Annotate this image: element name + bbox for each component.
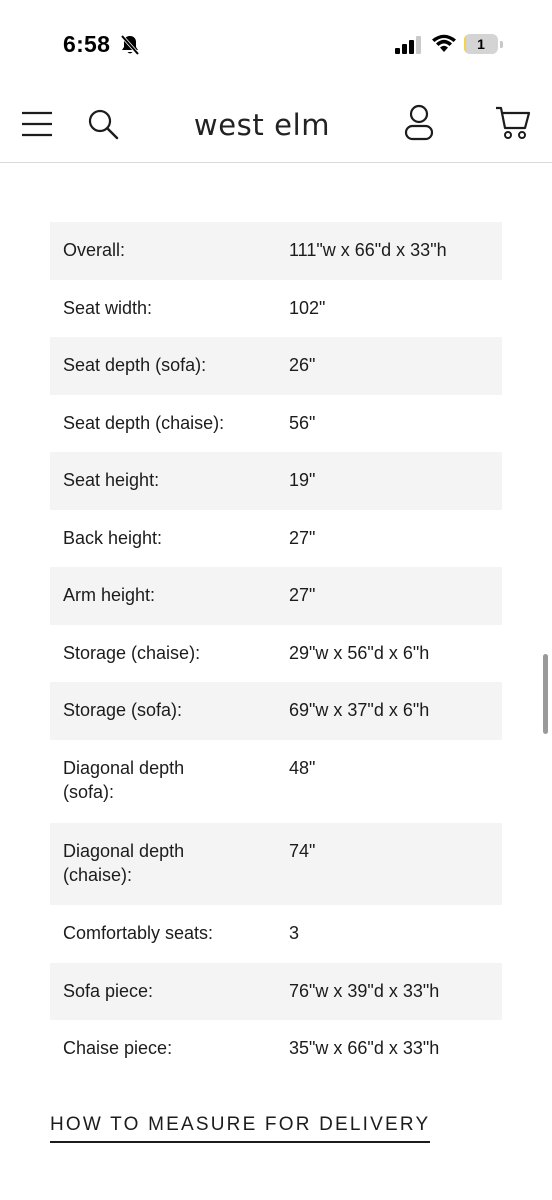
spec-label: Diagonal depth (sofa): [63, 758, 185, 802]
wifi-icon [431, 33, 457, 53]
spec-value: 27" [289, 528, 316, 548]
spec-value: 19" [289, 470, 316, 490]
spec-label: Chaise piece: [63, 1038, 173, 1058]
spec-row [50, 452, 502, 510]
how-to-measure-link[interactable]: HOW TO MEASURE FOR DELIVERY [50, 1113, 430, 1143]
spec-value: 3 [289, 923, 300, 943]
battery-level: 1 [477, 36, 485, 52]
spec-value: 74" [289, 841, 316, 861]
spec-label: Seat depth (sofa): [63, 355, 207, 375]
bell-slash-icon [120, 34, 140, 56]
spec-row [50, 337, 502, 395]
spec-row [50, 395, 502, 452]
site-logo[interactable]: west elm [193, 108, 331, 142]
spec-row [50, 740, 502, 823]
spec-label: Arm height: [63, 585, 156, 605]
spec-row [50, 1020, 502, 1078]
spec-label: Storage (chaise): [63, 643, 201, 663]
spec-row [50, 222, 502, 280]
spec-value: 27" [289, 585, 316, 605]
spec-label: Back height: [63, 528, 163, 548]
account-icon [402, 104, 436, 142]
battery-indicator [464, 34, 504, 54]
search-button[interactable] [86, 107, 120, 141]
spec-row [50, 625, 502, 682]
menu-button[interactable] [20, 107, 54, 141]
dimensions-table [50, 222, 502, 1078]
spec-row [50, 823, 502, 905]
spec-value: 69"w x 37"d x 6"h [289, 700, 430, 720]
cart-icon [494, 104, 532, 142]
spec-label: Comfortably seats: [63, 923, 214, 943]
cellular-signal-icon [395, 36, 423, 54]
site-header [0, 90, 552, 163]
spec-value: 26" [289, 355, 316, 375]
status-time: 6:58 [63, 31, 111, 57]
spec-value: 111"w x 66"d x 33"h [289, 240, 447, 260]
spec-value: 29"w x 56"d x 6"h [289, 643, 430, 663]
spec-label: Seat depth (chaise): [63, 413, 225, 433]
spec-row [50, 682, 502, 740]
spec-value: 76"w x 39"d x 33"h [289, 981, 440, 1001]
search-icon [86, 107, 120, 141]
spec-value: 35"w x 66"d x 33"h [289, 1038, 440, 1058]
menu-icon [20, 107, 54, 141]
status-bar [0, 0, 552, 90]
spec-label: Overall: [63, 240, 126, 260]
spec-label: Seat width: [63, 298, 153, 318]
spec-value: 48" [289, 758, 316, 778]
spec-row [50, 567, 502, 625]
account-button[interactable] [402, 104, 436, 142]
cart-button[interactable] [494, 104, 532, 142]
spec-value: 102" [289, 298, 326, 318]
spec-row [50, 280, 502, 337]
spec-label: Storage (sofa): [63, 700, 183, 720]
spec-value: 56" [289, 413, 316, 433]
scroll-indicator[interactable] [543, 654, 548, 734]
spec-row [50, 905, 502, 963]
spec-label: Seat height: [63, 470, 160, 490]
spec-row [50, 963, 502, 1020]
spec-label: Sofa piece: [63, 981, 154, 1001]
spec-label: Diagonal depth (chaise): [63, 841, 185, 885]
spec-row [50, 510, 502, 567]
